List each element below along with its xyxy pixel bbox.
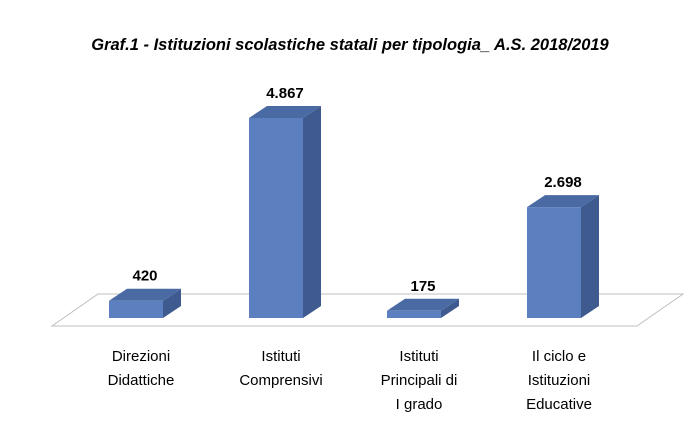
category-label-line: Il ciclo e [531,348,587,365]
category-label-line: I grado [395,396,443,413]
category-label-line: Istituzioni [527,372,591,389]
bar-front [109,301,163,318]
bar [527,195,599,318]
data-label: 2.698 [544,174,582,192]
category-label-line: Istituti [399,348,439,365]
category-label [108,348,175,389]
category-label [239,348,322,389]
category-label-line: Comprensivi [239,372,323,389]
category-label [381,348,458,413]
category-label [526,348,592,413]
bar-front [527,207,581,318]
category-label-line: Principali di [380,372,458,389]
category-label-line: Didattiche [107,372,175,389]
bar-front [249,118,303,318]
bar-front [387,311,441,318]
chart-title: Graf.1 - Istituzioni scolastiche statali per tipologia_ A.S. 2018/2019 [91,36,609,54]
bar-side [303,106,321,318]
category-label-line: Educative [526,396,592,413]
category-label-line: Istituti [261,348,301,365]
data-label: 4.867 [266,85,304,102]
bar [249,106,321,318]
data-label: 420 [132,267,158,285]
data-label: 175 [410,277,436,295]
category-label-line: Direzioni [111,348,171,365]
bar-side [581,195,599,318]
